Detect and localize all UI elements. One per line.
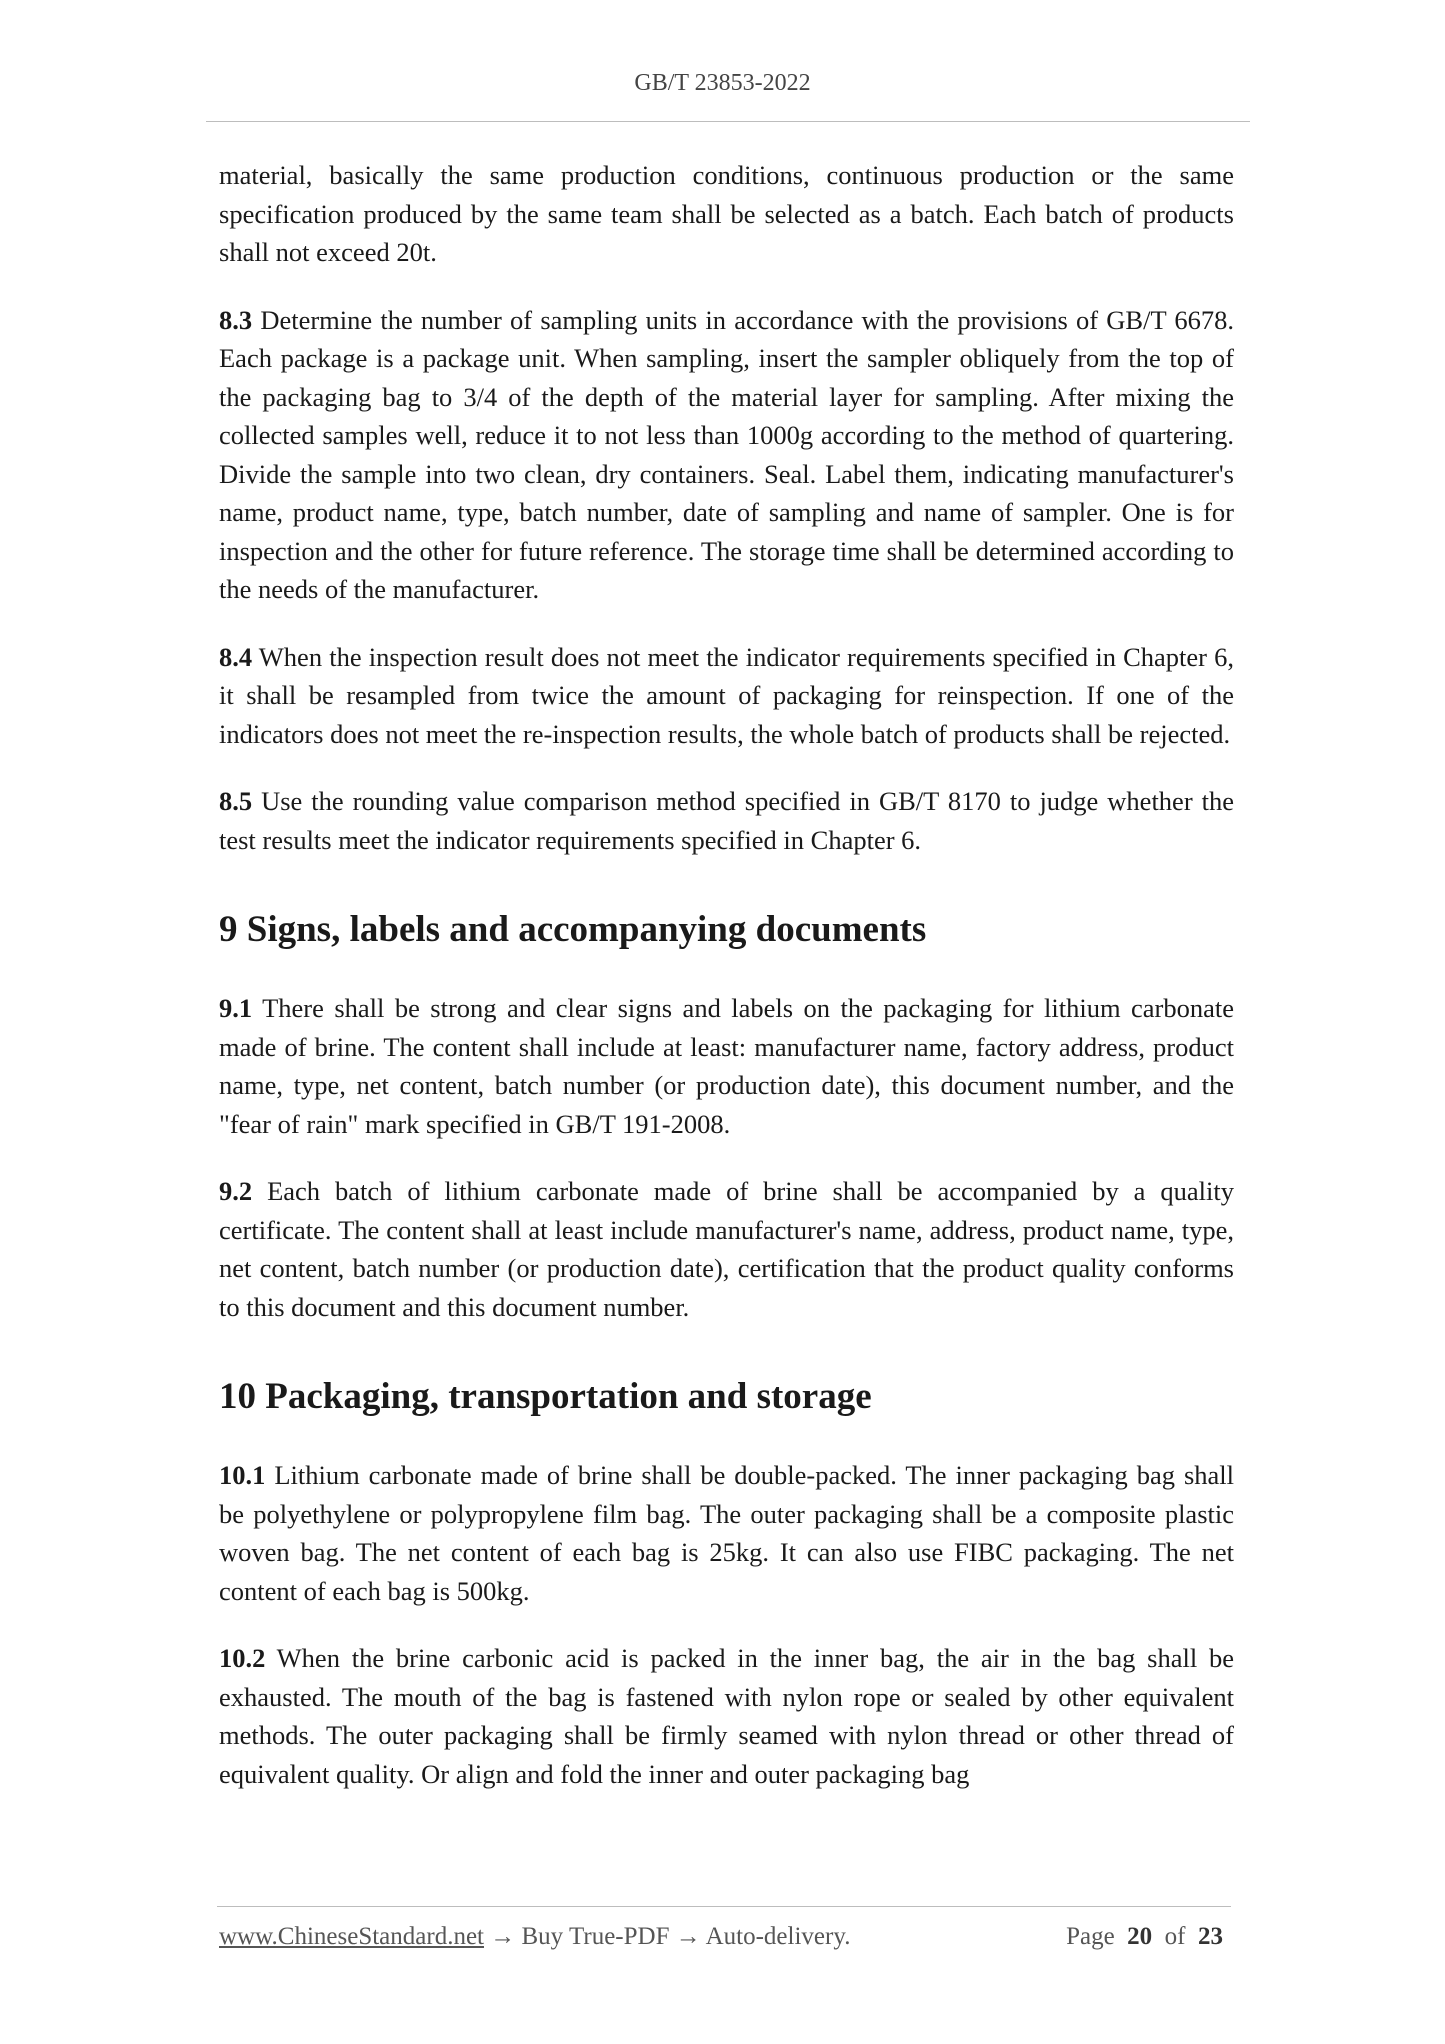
clause-number: 8.4 xyxy=(219,641,253,672)
clause-9-1 xyxy=(219,989,1234,1143)
clause-text: Determine the number of sampling units in accordance with the provisions of GB/T 6678. Each package is a package unit. When sampling, insert the sampler obliquely from the top of the packaging bag to 3/4 of the depth of the material layer for sampling. After mixing the collected samples well, reduce it to not less than 1000g according to the method of quartering. Divide the sample into two clean, dry containers. Seal. Label them, indicating manufacturer's name, product name, type, batch number, date of sampling and name of sampler. One is for inspection and the other for future reference. The storage time shall be determined according to the needs of the manufacturer. xyxy=(219,304,1234,604)
clause-text: Lithium carbonate made of brine shall be double-packed. The inner packaging bag shall be polyethylene or polypropylene film bag. The outer packaging shall be a composite plastic woven bag. The net content of each bag is 25kg. It can also use FIBC packaging. The net content of each bag is 500kg. xyxy=(219,1460,1234,1606)
paragraph-continued: material, basically the same production conditions, continuous production or the same specification produced by the same team shall be selected as a batch. Each batch of products shall not exceed 20t. xyxy=(219,160,1234,267)
website-link[interactable]: www.ChineseStandard.net xyxy=(219,1923,484,1950)
document-body xyxy=(219,156,1234,1822)
clause-8-3 xyxy=(219,301,1234,609)
arrow-right-icon: → xyxy=(669,1923,706,1950)
page-number xyxy=(1066,1923,1223,1951)
clause-number: 8.3 xyxy=(219,304,253,335)
clause-10-1 xyxy=(219,1456,1234,1610)
clause-8-5 xyxy=(219,782,1234,859)
clause-number: 10.1 xyxy=(219,1460,266,1490)
clause-9-2 xyxy=(219,1172,1234,1326)
clause-8-4 xyxy=(219,638,1234,754)
arrow-right-icon: → xyxy=(484,1923,522,1950)
clause-text: When the brine carbonic acid is packed in the inner bag, the air in the bag shall be exhausted. The mouth of the bag is fastened with nylon rope or sealed by other equivalent methods. The outer packaging shall be firmly seamed with nylon thread or other thread of equivalent quality. Or align and fold the inner and outer packaging bag xyxy=(219,1643,1234,1789)
clause-number: 9.1 xyxy=(219,993,253,1023)
clause-number: 9.2 xyxy=(219,1176,253,1206)
clause-text: When the inspection result does not meet the indicator requirements specified in Chapter 6, it shall be resampled from twice the amount of packaging for reinspection. If one of the indicators does not meet the re-inspection results, the whole batch of products shall be rejected. xyxy=(219,641,1234,749)
current-page: 20 xyxy=(1127,1923,1153,1950)
page-header: GB/T 23853-2022 xyxy=(634,70,811,96)
clause-text: Use the rounding value comparison method specified in GB/T 8170 to judge whether the test results meet the indicator requirements specified in Chapter 6. xyxy=(219,786,1234,855)
clause-number: 10.2 xyxy=(219,1643,266,1673)
clause-10-2 xyxy=(219,1639,1234,1793)
clause-text: Each batch of lithium carbonate made of brine shall be accompanied by a quality certificate. The content shall at least include manufacturer's name, address, product name, type, net content, batch number (or production date), certification that the product quality conforms to this document and this document number. xyxy=(219,1176,1234,1322)
section-heading-10: 10 Packaging, transportation and storage xyxy=(219,1376,872,1417)
of-label: of xyxy=(1164,1923,1186,1950)
buy-pdf-text: Buy True-PDF xyxy=(521,1923,670,1950)
page-label: Page xyxy=(1066,1923,1115,1950)
total-pages: 23 xyxy=(1198,1923,1223,1950)
section-heading-9: 9 Signs, labels and accompanying documents xyxy=(219,909,927,950)
footer-promo xyxy=(219,1923,850,1951)
auto-delivery-text: Auto-delivery. xyxy=(705,1923,851,1950)
clause-text: There shall be strong and clear signs and labels on the packaging for lithium carbonate made of brine. The content shall include at least: manufacturer name, factory address, product name, type, net content, batch number (or production date), this document number, and the "fear of rain" mark specified in GB/T 191-2008. xyxy=(219,993,1234,1139)
clause-number: 8.5 xyxy=(219,786,253,816)
header-divider xyxy=(206,121,1250,122)
footer-divider xyxy=(217,1906,1231,1907)
